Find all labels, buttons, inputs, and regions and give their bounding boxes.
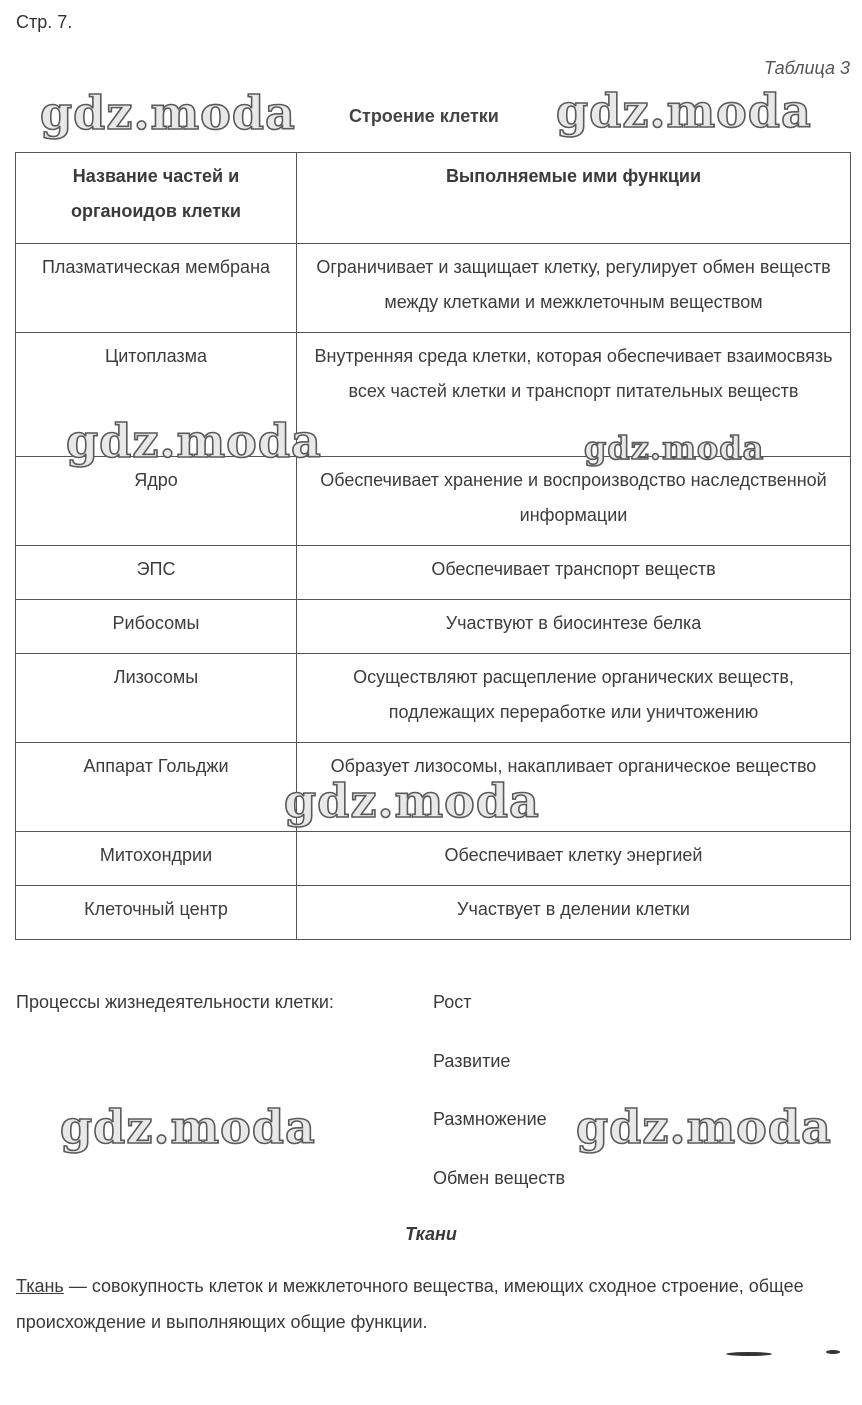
part-cell: Рибосомы [16, 600, 297, 654]
function-cell: Обеспечивает хранение и воспроизводство наследственной информации [297, 457, 851, 546]
table-row [16, 600, 851, 654]
header-parts: Название частей и органоидов клетки [16, 153, 297, 244]
part-cell: Митохондрии [16, 832, 297, 886]
part-cell: Клеточный центр [16, 886, 297, 940]
table-row [16, 457, 851, 546]
table-header-row [16, 153, 851, 244]
part-cell: Лизосомы [16, 654, 297, 743]
function-cell: Участвуют в биосинтезе белка [297, 600, 851, 654]
definition-term: Ткань [16, 1276, 64, 1296]
function-cell: Образует лизосомы, накапливает органическое вещество [297, 743, 851, 832]
table-row [16, 244, 851, 333]
watermark: gdz.moda [40, 86, 296, 140]
function-cell: Обеспечивает клетку энергией [297, 832, 851, 886]
watermark: gdz.moda [60, 1100, 316, 1154]
definition-paragraph [16, 1268, 856, 1340]
table-row [16, 886, 851, 940]
definition-text: — совокупность клеток и межклеточного вещества, имеющих сходное строение, общее происхождение и выполняющих общие функции. [16, 1276, 804, 1332]
table-title: Строение клетки [349, 106, 499, 126]
watermark: gdz.moda [556, 84, 812, 138]
watermark: gdz.moda [576, 1100, 832, 1154]
part-cell: ЭПС [16, 546, 297, 600]
table-number: Таблица 3 [763, 58, 850, 78]
function-cell: Участвует в делении клетки [297, 886, 851, 940]
watermark: gdz.moda [284, 774, 540, 828]
watermark: gdz.moda [66, 414, 322, 468]
part-cell: Цитоплазма [16, 333, 297, 457]
part-cell: Ядро [16, 457, 297, 546]
page-reference: Стр. 7. [16, 12, 73, 32]
process-item: Размножение [433, 1109, 547, 1129]
function-cell: Обеспечивает транспорт веществ [297, 546, 851, 600]
header-functions: Выполняемые ими функции [297, 153, 851, 244]
process-item: Развитие [433, 1051, 511, 1071]
process-item: Обмен веществ [433, 1168, 566, 1188]
processes-label: Процессы жизнедеятельности клетки: [16, 992, 334, 1012]
function-cell: Ограничивает и защищает клетку, регулирует обмен веществ между клетками и межклеточным веществом [297, 244, 851, 333]
process-item: Рост [433, 992, 472, 1012]
section-title: Ткани [405, 1224, 457, 1244]
part-cell: Аппарат Гольджи [16, 743, 297, 832]
function-cell: Осуществляют расщепление органических веществ, подлежащих переработке или уничтожению [297, 654, 851, 743]
watermark: gdz.moda [584, 429, 765, 467]
table-row [16, 546, 851, 600]
table-row [16, 832, 851, 886]
scan-artifact [826, 1350, 840, 1354]
part-cell: Плазматическая мембрана [16, 244, 297, 333]
table-row [16, 654, 851, 743]
scan-artifact [726, 1352, 772, 1356]
function-cell: Внутренняя среда клетки, которая обеспечивает взаимосвязь всех частей клетки и транспорт питательных веществ [297, 333, 851, 457]
